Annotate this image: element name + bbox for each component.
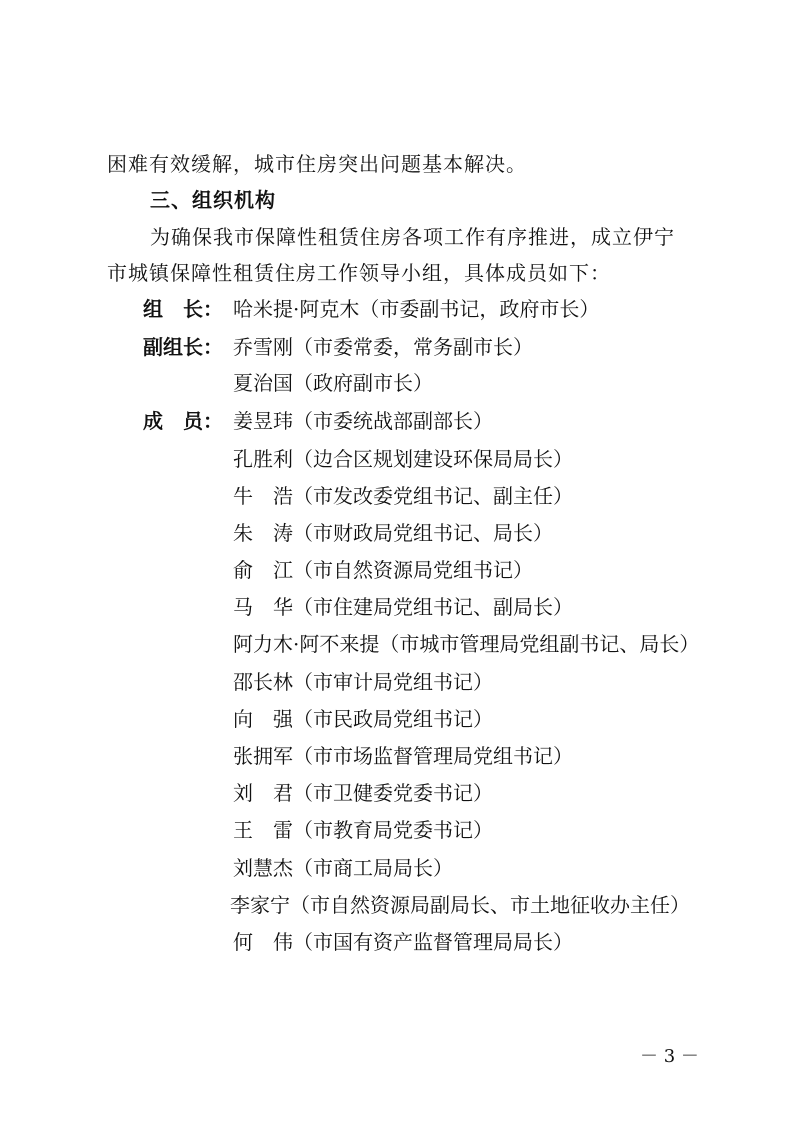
member-name: 刘 君 (233, 781, 293, 805)
member-entry (233, 558, 533, 582)
member-title: （市委常委，常务副市长） (293, 335, 533, 359)
member-entry (230, 893, 690, 917)
member-title: （市国有资产监督管理局局长） (293, 930, 573, 954)
member-title: （市自然资源局副局长、市土地征收办主任） (290, 893, 690, 917)
member-name: 向 强 (233, 707, 293, 731)
member-title: （市民政局党组书记） (293, 707, 493, 731)
member-title: （市自然资源局党组书记） (293, 558, 533, 582)
deputy-entry (233, 371, 433, 395)
member-entry (233, 595, 573, 619)
member-title: （市审计局党组书记） (293, 670, 493, 694)
member-entry (233, 670, 493, 694)
member-title: （市卫健委党委书记） (293, 781, 493, 805)
member-entry (233, 447, 573, 471)
member-title: （市委副书记，政府市长） (359, 297, 600, 321)
member-title: （政府副市长） (293, 371, 433, 395)
member-name: 李家宁 (230, 893, 290, 917)
role-members: 成 员： (143, 409, 223, 433)
paragraph-line-2: 市城镇保障性租赁住房工作领导小组，具体成员如下： (107, 261, 611, 285)
member-title: （市发改委党组书记、副主任） (293, 484, 573, 508)
member-name: 牛 浩 (233, 484, 293, 508)
leader-entry (233, 297, 599, 321)
member-title: （市财政局党组书记、局长） (293, 521, 553, 545)
member-entry (233, 744, 573, 768)
role-deputy: 副组长： (143, 335, 223, 359)
member-title: （市委统战部副部长） (293, 409, 493, 433)
member-entry (233, 930, 573, 954)
member-entry (233, 521, 553, 545)
member-name: 何 伟 (233, 930, 293, 954)
member-entry (233, 818, 493, 842)
member-name: 姜昱玮 (233, 409, 293, 433)
member-entry (233, 856, 453, 880)
role-leader: 组 长： (143, 297, 223, 321)
paragraph-line-1: 为确保我市保障性租赁住房各项工作有序推进，成立伊宁 (150, 225, 675, 249)
member-title: （市教育局党委书记） (293, 818, 493, 842)
page-number: － 3 － (640, 1046, 699, 1067)
member-name: 刘慧杰 (233, 856, 293, 880)
member-entry (233, 707, 493, 731)
member-name: 邵长林 (233, 670, 293, 694)
paragraph-tail: 困难有效缓解，城市住房突出问题基本解决。 (107, 152, 527, 176)
member-name: 王 雷 (233, 818, 293, 842)
member-name: 乔雪刚 (233, 335, 293, 359)
member-name: 哈米提·阿克木 (233, 297, 360, 321)
member-name: 夏治国 (233, 371, 293, 395)
member-entry (233, 781, 493, 805)
member-title: （市商工局局长） (293, 856, 453, 880)
member-name: 马 华 (233, 595, 293, 619)
member-entry (233, 484, 573, 508)
member-name: 张拥军 (233, 744, 293, 768)
member-name: 俞 江 (233, 558, 293, 582)
member-title: （边合区规划建设环保局局长） (293, 447, 573, 471)
member-name: 孔胜利 (233, 447, 293, 471)
member-title: （市住建局党组书记、副局长） (293, 595, 573, 619)
member-name: 朱 涛 (233, 521, 293, 545)
member-entry (233, 632, 699, 656)
member-title: （市城市管理局党组副书记、局长） (379, 632, 700, 656)
deputy-entry (233, 335, 533, 359)
section-heading: 三、组织机构 (150, 188, 276, 212)
member-entry (233, 409, 493, 433)
member-name: 阿力木·阿不来提 (233, 632, 380, 656)
member-title: （市市场监督管理局党组书记） (293, 744, 573, 768)
